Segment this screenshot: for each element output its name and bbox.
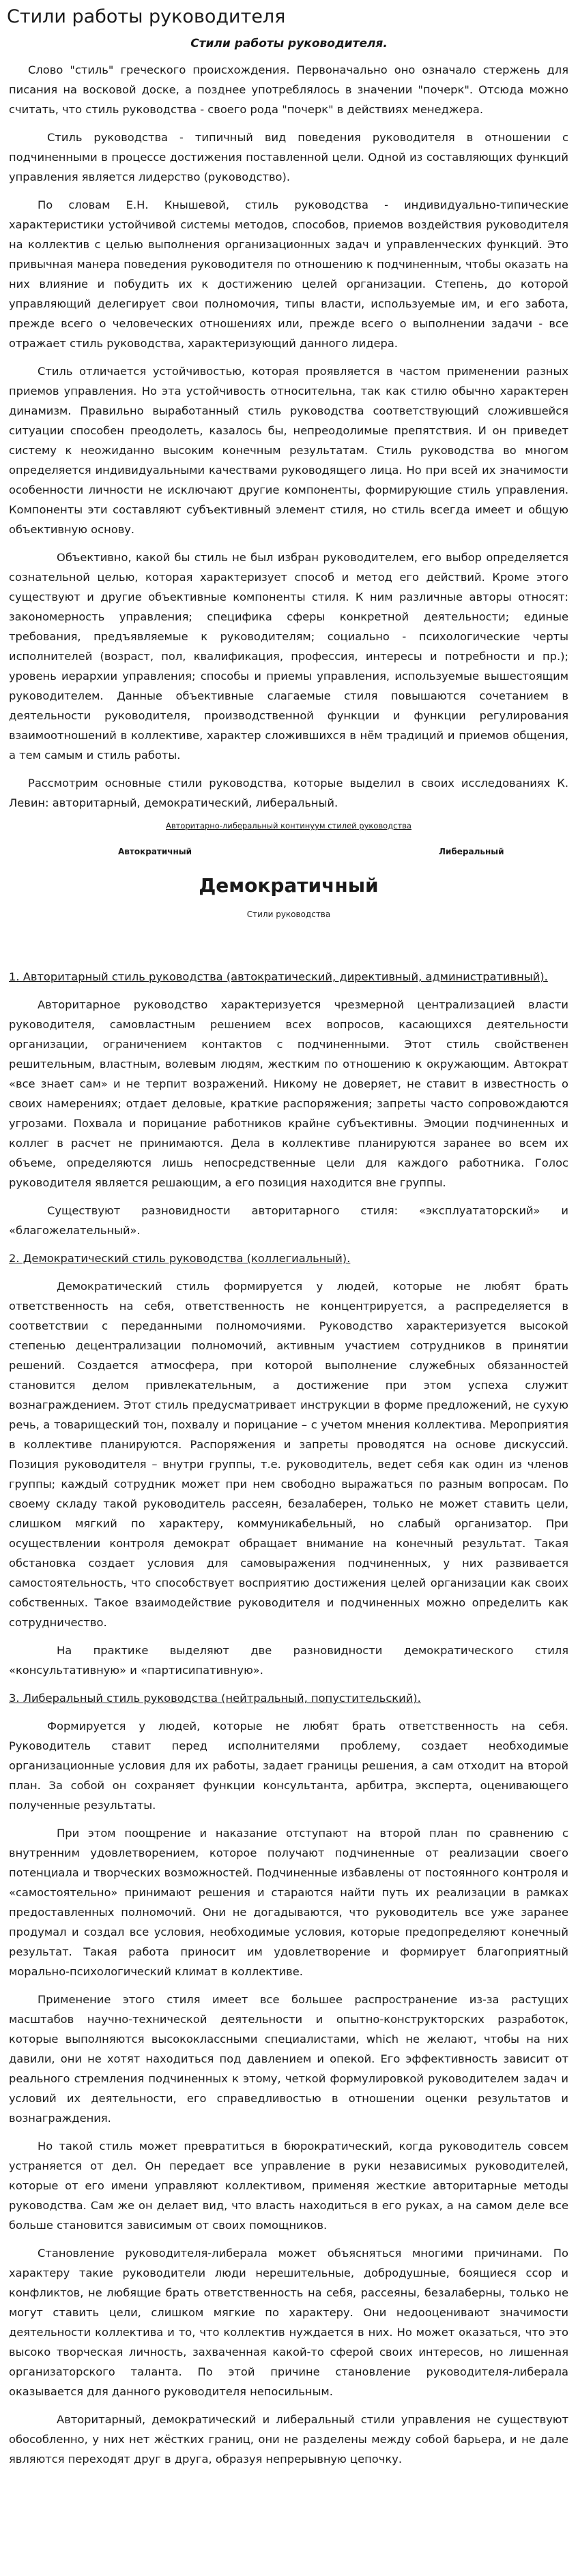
scheme-right-label: Либеральный xyxy=(439,847,504,856)
styles-continuum-scheme xyxy=(9,821,568,964)
paragraph-8: Существуют разновидности авторитарного стиля: «эксплуататорский» и «благожелательный». xyxy=(9,1204,568,1237)
paragraph-14: Но такой стиль может превратиться в бюрократический, когда руководитель совсем устраняется от дел. Он передает все управление в руки независимых руководителей, которые от его имени управляют коллективом, применяя жесткие авторитарные методы руководства. Сам же он делает вид, что власть находиться в его руках, а на самом деле все больше становится зависимым от своих помощников. xyxy=(9,2140,568,2232)
paragraph-11: Формируется у людей, которые не любят брать ответственность на себя. Руководитель ставит перед исполнителями проблему, создает необходимые организационные условия для их работы, задает границы решения, а сам отходит на второй план. За собой он сохраняет функции консультанта, арбитра, эксперта, оценивающего полученные результаты. xyxy=(9,1720,568,1812)
section-heading-democratic: 2. Демократический стиль руководства (коллегиальный). xyxy=(9,1252,351,1265)
paragraph-12: При этом поощрение и наказание отступают на второй план по сравнению с внутренним удовлетворением, которое получают подчиненные от реализации своего потенциала и творческих возможностей. Подчиненные избавлены от постоянного контроля и «самостоятельно» принимают решения и стараются найти путь их реализации в рамках предоставленных полномочий. Они не догадываются, что руководитель все уже заранее продумал и создал все условия, необходимые условия, которые предопределяют конечный результат. Такая работа приносит им удовлетворение и формирует благоприятный морально-психологический климат в коллективе. xyxy=(9,1827,568,1978)
paragraph-15: Становление руководителя-либерала может объясняться многими причинами. По характеру такие руководители люди нерешительные, добродушные, боящиеся ссор и конфликтов, не любящие брать ответственность на себя, рассеяны, безалаберны, только не могут ставить цели, слишком мягкие по характеру. Они недооценивают значимости деятельности коллектива и то, что коллектив нуждается в них. Но может оказаться, что это высоко творческая личность, захваченная какой-то сферой своих интересов, но лишенная организаторского таланта. По этой причине становление руководителя-либерала оказывается для данного руководителя непосильным. xyxy=(9,2247,568,2398)
paragraph-4: Стиль отличается устойчивостью, которая проявляется в частом применении разных приемов управления. Но эта устойчивость относительна, так как стилю обычно характерен динамизм. Правильно выработанный стиль руководства соответствующий сложившейся ситуации способен преодолеть, казалось бы, непреодолимые препятствия. И он приведет систему к неожиданно высоким конечным результатам. Стиль руководства во многом определяется индивидуальными качествами руководящего лица. Но при всей их значимости особенности личности не исключают другие компоненты, формирующие стиль управления. Компоненты эти составляют субъективный элемент стиля, но стиль всегда имеет и общую объективную основу. xyxy=(9,365,568,536)
paragraph-16: Авторитарный, демократический и либеральный стили управления не существуют обособленно, у них нет жёстких границ, они не разделены между собой барьера, и не дале являются переходят друг в друга, образуя непрерывную цепочку. xyxy=(9,2413,568,2466)
scheme-left-label: Автократичный xyxy=(118,847,192,856)
paragraph-13: Применение этого стиля имеет все большее распространение из-за растущих масштабов научно-технической деятельности и опытно-конструкторских разработок, которые выполняются высококлассными специалистами, which не желают, чтобы на них давили, они не хотят находиться под давлением и опекой. Его эффективность зависит от реального стремления подчиненных к этому, четкой формулировкой руководителем задач и условий их деятельности, его справедливостью в отношении оценки результатов и вознаграждения. xyxy=(9,1993,568,2125)
scheme-center-label: Демократичный xyxy=(199,874,379,897)
section-heading-liberal: 3. Либеральный стиль руководства (нейтральный, попустительский). xyxy=(9,1692,421,1705)
paragraph-10: На практике выделяют две разновидности демократического стиля «консультативную» и «партисипативную». xyxy=(9,1644,568,1677)
paragraph-5: Объективно, какой бы стиль не был избран руководителем, его выбор определяется сознательной целью, которая характеризует способ и метод его действий. Кроме этого существуют и другие объективные компоненты стиля. К ним различные авторы относят: закономерность управления; специфика сферы конкретной деятельности; единые требования, предъявляемые к руководителям; социально - психологические черты исполнителей (возраст, пол, квалификация, профессия, интересы и потребности и пр.); уровень иерархии управления; способы и приемы управления, используемые вышестоящим руководителем. Данные объективные слагаемые стиля повышаются сочетанием в деятельности руководителя, производственной функции и функции регулирования взаимоотношений в коллективе, характер сложившихся в нём традиций и приемов общения, а тем самым и стиль работы. xyxy=(9,551,568,762)
document-subtitle: Стили работы руководителя. xyxy=(190,37,388,50)
document-body xyxy=(0,60,578,2469)
paragraph-2: Стиль руководства - типичный вид поведения руководителя в отношении с подчиненными в процессе достижения поставленной цели. Одной из составляющих функций управления является лидерство (руководство). xyxy=(9,131,568,183)
paragraph-6: Рассмотрим основные стили руководства, которые выделил в своих исследованиях К. Левин: авторитарный, демократический, либеральный. xyxy=(9,777,568,809)
section-heading-authoritarian: 1. Авторитарный стиль руководства (автократический, директивный, административный). xyxy=(9,970,548,983)
paragraph-9: Демократический стиль формируется у людей, которые не любят брать ответственность на себя, ответственность не концентрируется, а распределяется в соответствии с переданными полномочиями. Руководство характеризуется высокой степенью децентрализации полномочий, активным участием сотрудников в принятии решений. Создается атмосфера, при которой выполнение служебных обязанностей становится делом привлекательным, а достижение при этом успеха служит вознаграждением. Этот стиль предусматривает инструкции в форме предложений, не сухую речь, а товарищеский тон, похвалу и порицание – с учетом мнения коллектива. Мероприятия в коллективе планируются. Распоряжения и запреты проводятся на основе дискуссий. Позиция руководителя – внутри группы, т.е. руководитель, ведет себя как один из членов группы; каждый сотрудник может при нем свободно выражаться по разным вопросам. По своему складу такой руководитель рассеян, безалаберен, только не может ставить цели, слишком мягкий по характеру, коммуникабельный, но слабый организатор. При осуществлении контроля демократ обращает внимание на конечный результат. Такая обстановка создает условия для самовыражения подчиненных, у них развивается самостоятельность, что способствует восприятию достижения целей организации как своих собственных. Такое взаимодействие руководителя и подчиненных можно определить как сотрудничество. xyxy=(9,1280,568,1629)
paragraph-3: По словам Е.Н. Кнышевой, стиль руководства - индивидуально-типические характеристики устойчивой системы методов, способов, приемов воздействия руководителя на коллектив с целью выполнения организационных задач и управленческих функций. Это привычная манера поведения руководителя по отношению к подчиненным, чтобы оказать на них влияние и побудить их к достижению целей организации. Степень, до которой управляющий делегирует свои полномочия, типы власти, используемые им, и его забота, прежде всего о человеческих отношениях или, прежде всего о выполнении задачи - все отражает стиль руководства, характеризующий данного лидера. xyxy=(9,198,568,350)
scheme-sub-label: Стили руководства xyxy=(246,910,331,919)
scheme-caption: Авторитарно-либеральный континуум стилей руководства xyxy=(166,821,411,830)
page-title: Стили работы руководителя xyxy=(7,6,286,27)
paragraph-7: Авторитарное руководство характеризуется чрезмерной централизацией власти руководителя, самовластным решением всех вопросов, касающихся деятельности организации, ограничением контактов с подчиненными. Этот стиль свойственен решительным, властным, волевым людям, жестким по отношению к окружающим. Автократ «все знает сам» и не терпит возражений. Никому не доверяет, не ставит в известность о своих намерениях; отдает деловые, краткие распоряжения; запреты часто сопровождаются угрозами. Похвала и порицание работников крайне субъективны. Эмоции подчиненных и коллег в расчет не принимаются. Дела в коллективе планируются заранее во всем их объеме, определяются лишь непосредственные цели для каждого работника. Голос руководителя является решающим, а его позиция находится вне группы. xyxy=(9,998,568,1189)
paragraph-1: Слово "стиль" греческого происхождения. Первоначально оно означало стержень для писания на восковой доске, а позднее употреблялось в значении "почерк". Отсюда можно считать, что стиль руководства - своего рода "почерк" в действиях менеджера. xyxy=(9,63,568,116)
